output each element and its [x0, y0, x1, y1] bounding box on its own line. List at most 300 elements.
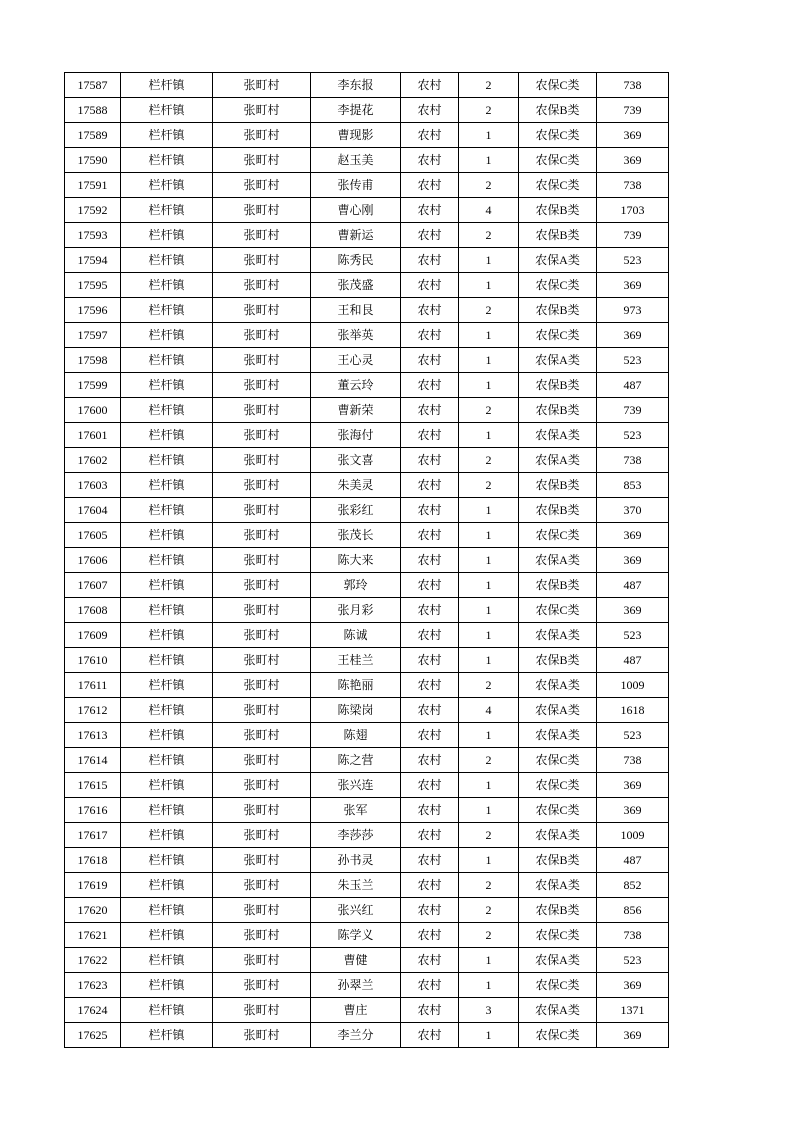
- cell-village: 张町村: [213, 248, 311, 273]
- cell-town: 栏杆镇: [121, 473, 213, 498]
- cell-count: 1: [459, 498, 519, 523]
- cell-category: 农保C类: [519, 148, 597, 173]
- cell-town: 栏杆镇: [121, 848, 213, 873]
- cell-category: 农保A类: [519, 423, 597, 448]
- cell-count: 4: [459, 198, 519, 223]
- cell-name: 李东报: [311, 73, 401, 98]
- table-row: [65, 998, 669, 1023]
- cell-name: 王桂兰: [311, 648, 401, 673]
- cell-village: 张町村: [213, 373, 311, 398]
- cell-town: 栏杆镇: [121, 423, 213, 448]
- cell-town: 栏杆镇: [121, 798, 213, 823]
- cell-village: 张町村: [213, 73, 311, 98]
- table-row: [65, 198, 669, 223]
- cell-amount: 856: [597, 898, 669, 923]
- cell-category: 农保C类: [519, 598, 597, 623]
- cell-name: 李提花: [311, 98, 401, 123]
- cell-amount: 1009: [597, 673, 669, 698]
- cell-count: 1: [459, 648, 519, 673]
- cell-village: 张町村: [213, 348, 311, 373]
- cell-amount: 523: [597, 948, 669, 973]
- cell-amount: 523: [597, 248, 669, 273]
- cell-count: 2: [459, 98, 519, 123]
- cell-category: 农保C类: [519, 73, 597, 98]
- cell-name: 张茂盛: [311, 273, 401, 298]
- table-row: [65, 923, 669, 948]
- cell-residence: 农村: [401, 248, 459, 273]
- cell-count: 2: [459, 223, 519, 248]
- cell-town: 栏杆镇: [121, 198, 213, 223]
- cell-id: 17609: [65, 623, 121, 648]
- cell-amount: 523: [597, 723, 669, 748]
- cell-village: 张町村: [213, 448, 311, 473]
- table-row: [65, 673, 669, 698]
- cell-id: 17602: [65, 448, 121, 473]
- cell-amount: 487: [597, 848, 669, 873]
- cell-village: 张町村: [213, 698, 311, 723]
- cell-village: 张町村: [213, 473, 311, 498]
- cell-name: 孙翠兰: [311, 973, 401, 998]
- cell-amount: 369: [597, 973, 669, 998]
- cell-id: 17616: [65, 798, 121, 823]
- table-body: [65, 73, 669, 1048]
- cell-category: 农保B类: [519, 848, 597, 873]
- cell-id: 17595: [65, 273, 121, 298]
- cell-category: 农保C类: [519, 523, 597, 548]
- cell-name: 张彩红: [311, 498, 401, 523]
- cell-id: 17591: [65, 173, 121, 198]
- cell-category: 农保C类: [519, 798, 597, 823]
- cell-residence: 农村: [401, 723, 459, 748]
- cell-residence: 农村: [401, 198, 459, 223]
- cell-count: 1: [459, 323, 519, 348]
- cell-residence: 农村: [401, 98, 459, 123]
- cell-id: 17615: [65, 773, 121, 798]
- cell-town: 栏杆镇: [121, 623, 213, 648]
- cell-residence: 农村: [401, 948, 459, 973]
- table-row: [65, 298, 669, 323]
- table-row: [65, 473, 669, 498]
- cell-id: 17622: [65, 948, 121, 973]
- cell-id: 17608: [65, 598, 121, 623]
- cell-count: 2: [459, 73, 519, 98]
- cell-amount: 739: [597, 98, 669, 123]
- cell-village: 张町村: [213, 923, 311, 948]
- cell-count: 2: [459, 748, 519, 773]
- cell-residence: 农村: [401, 473, 459, 498]
- cell-count: 2: [459, 898, 519, 923]
- cell-name: 曹新荣: [311, 398, 401, 423]
- cell-village: 张町村: [213, 998, 311, 1023]
- cell-town: 栏杆镇: [121, 898, 213, 923]
- cell-id: 17587: [65, 73, 121, 98]
- cell-category: 农保C类: [519, 123, 597, 148]
- cell-residence: 农村: [401, 523, 459, 548]
- cell-residence: 农村: [401, 223, 459, 248]
- cell-count: 1: [459, 798, 519, 823]
- cell-name: 张军: [311, 798, 401, 823]
- cell-id: 17605: [65, 523, 121, 548]
- cell-town: 栏杆镇: [121, 998, 213, 1023]
- table-row: [65, 698, 669, 723]
- cell-town: 栏杆镇: [121, 648, 213, 673]
- cell-residence: 农村: [401, 348, 459, 373]
- cell-residence: 农村: [401, 698, 459, 723]
- cell-village: 张町村: [213, 848, 311, 873]
- cell-count: 1: [459, 973, 519, 998]
- cell-town: 栏杆镇: [121, 73, 213, 98]
- cell-category: 农保A类: [519, 723, 597, 748]
- table-row: [65, 548, 669, 573]
- cell-id: 17603: [65, 473, 121, 498]
- cell-category: 农保B类: [519, 373, 597, 398]
- cell-category: 农保B类: [519, 398, 597, 423]
- cell-amount: 369: [597, 548, 669, 573]
- benefit-table: [64, 72, 669, 1048]
- cell-village: 张町村: [213, 98, 311, 123]
- cell-town: 栏杆镇: [121, 1023, 213, 1048]
- cell-count: 1: [459, 623, 519, 648]
- table-row: [65, 573, 669, 598]
- table-row: [65, 448, 669, 473]
- cell-residence: 农村: [401, 173, 459, 198]
- cell-name: 王心灵: [311, 348, 401, 373]
- cell-id: 17588: [65, 98, 121, 123]
- table-row: [65, 498, 669, 523]
- cell-town: 栏杆镇: [121, 748, 213, 773]
- table-row: [65, 873, 669, 898]
- cell-count: 4: [459, 698, 519, 723]
- cell-count: 1: [459, 523, 519, 548]
- cell-id: 17614: [65, 748, 121, 773]
- cell-id: 17623: [65, 973, 121, 998]
- cell-amount: 1009: [597, 823, 669, 848]
- cell-village: 张町村: [213, 598, 311, 623]
- cell-category: 农保A类: [519, 823, 597, 848]
- cell-name: 李莎莎: [311, 823, 401, 848]
- cell-id: 17610: [65, 648, 121, 673]
- cell-town: 栏杆镇: [121, 223, 213, 248]
- cell-count: 1: [459, 948, 519, 973]
- cell-count: 1: [459, 848, 519, 873]
- cell-id: 17619: [65, 873, 121, 898]
- cell-village: 张町村: [213, 198, 311, 223]
- cell-village: 张町村: [213, 673, 311, 698]
- cell-category: 农保B类: [519, 898, 597, 923]
- cell-town: 栏杆镇: [121, 173, 213, 198]
- cell-town: 栏杆镇: [121, 973, 213, 998]
- cell-name: 陈梁岗: [311, 698, 401, 723]
- cell-name: 李兰分: [311, 1023, 401, 1048]
- cell-count: 1: [459, 548, 519, 573]
- cell-category: 农保C类: [519, 1023, 597, 1048]
- cell-residence: 农村: [401, 973, 459, 998]
- cell-town: 栏杆镇: [121, 873, 213, 898]
- cell-id: 17590: [65, 148, 121, 173]
- cell-village: 张町村: [213, 573, 311, 598]
- cell-count: 1: [459, 723, 519, 748]
- table-row: [65, 898, 669, 923]
- table-row: [65, 148, 669, 173]
- cell-village: 张町村: [213, 273, 311, 298]
- cell-amount: 852: [597, 873, 669, 898]
- cell-amount: 1618: [597, 698, 669, 723]
- cell-name: 陈学义: [311, 923, 401, 948]
- cell-category: 农保A类: [519, 248, 597, 273]
- cell-amount: 369: [597, 323, 669, 348]
- cell-name: 陈艳丽: [311, 673, 401, 698]
- cell-id: 17600: [65, 398, 121, 423]
- cell-town: 栏杆镇: [121, 148, 213, 173]
- cell-town: 栏杆镇: [121, 773, 213, 798]
- cell-name: 朱美灵: [311, 473, 401, 498]
- cell-amount: 523: [597, 348, 669, 373]
- cell-id: 17611: [65, 673, 121, 698]
- cell-residence: 农村: [401, 1023, 459, 1048]
- cell-amount: 369: [597, 773, 669, 798]
- cell-town: 栏杆镇: [121, 248, 213, 273]
- cell-count: 1: [459, 248, 519, 273]
- cell-town: 栏杆镇: [121, 498, 213, 523]
- cell-town: 栏杆镇: [121, 598, 213, 623]
- cell-residence: 农村: [401, 998, 459, 1023]
- cell-amount: 739: [597, 223, 669, 248]
- cell-count: 2: [459, 473, 519, 498]
- cell-village: 张町村: [213, 398, 311, 423]
- cell-amount: 370: [597, 498, 669, 523]
- cell-id: 17613: [65, 723, 121, 748]
- cell-amount: 487: [597, 373, 669, 398]
- cell-amount: 739: [597, 398, 669, 423]
- cell-residence: 农村: [401, 423, 459, 448]
- cell-name: 曹现影: [311, 123, 401, 148]
- cell-name: 董云玲: [311, 373, 401, 398]
- cell-residence: 农村: [401, 648, 459, 673]
- cell-category: 农保B类: [519, 498, 597, 523]
- cell-residence: 农村: [401, 448, 459, 473]
- table-row: [65, 648, 669, 673]
- cell-residence: 农村: [401, 373, 459, 398]
- cell-id: 17594: [65, 248, 121, 273]
- cell-town: 栏杆镇: [121, 948, 213, 973]
- cell-village: 张町村: [213, 623, 311, 648]
- cell-category: 农保C类: [519, 748, 597, 773]
- cell-town: 栏杆镇: [121, 673, 213, 698]
- cell-count: 2: [459, 923, 519, 948]
- table-row: [65, 948, 669, 973]
- table-row: [65, 598, 669, 623]
- cell-residence: 农村: [401, 623, 459, 648]
- cell-id: 17624: [65, 998, 121, 1023]
- table-row: [65, 323, 669, 348]
- cell-village: 张町村: [213, 898, 311, 923]
- cell-amount: 369: [597, 1023, 669, 1048]
- cell-amount: 738: [597, 73, 669, 98]
- cell-count: 1: [459, 1023, 519, 1048]
- cell-town: 栏杆镇: [121, 373, 213, 398]
- cell-count: 1: [459, 273, 519, 298]
- cell-count: 1: [459, 573, 519, 598]
- cell-name: 朱玉兰: [311, 873, 401, 898]
- cell-residence: 农村: [401, 848, 459, 873]
- cell-name: 曹庄: [311, 998, 401, 1023]
- table-row: [65, 523, 669, 548]
- cell-id: 17597: [65, 323, 121, 348]
- cell-name: 曹健: [311, 948, 401, 973]
- cell-name: 陈秀民: [311, 248, 401, 273]
- table-row: [65, 748, 669, 773]
- table-row: [65, 823, 669, 848]
- cell-name: 张举英: [311, 323, 401, 348]
- cell-name: 张茂长: [311, 523, 401, 548]
- cell-amount: 523: [597, 423, 669, 448]
- table-row: [65, 623, 669, 648]
- cell-id: 17620: [65, 898, 121, 923]
- cell-name: 张月彩: [311, 598, 401, 623]
- cell-category: 农保B类: [519, 298, 597, 323]
- cell-count: 1: [459, 773, 519, 798]
- cell-amount: 369: [597, 798, 669, 823]
- cell-category: 农保C类: [519, 773, 597, 798]
- table-row: [65, 373, 669, 398]
- cell-category: 农保A类: [519, 548, 597, 573]
- table-row: [65, 1023, 669, 1048]
- cell-town: 栏杆镇: [121, 923, 213, 948]
- cell-village: 张町村: [213, 173, 311, 198]
- cell-amount: 1703: [597, 198, 669, 223]
- cell-residence: 农村: [401, 548, 459, 573]
- cell-name: 郭玲: [311, 573, 401, 598]
- cell-name: 孙书灵: [311, 848, 401, 873]
- cell-name: 曹心刚: [311, 198, 401, 223]
- cell-count: 2: [459, 173, 519, 198]
- cell-count: 3: [459, 998, 519, 1023]
- cell-amount: 738: [597, 748, 669, 773]
- cell-id: 17599: [65, 373, 121, 398]
- cell-village: 张町村: [213, 648, 311, 673]
- cell-name: 张兴红: [311, 898, 401, 923]
- cell-town: 栏杆镇: [121, 98, 213, 123]
- cell-count: 2: [459, 448, 519, 473]
- cell-residence: 农村: [401, 148, 459, 173]
- cell-count: 2: [459, 298, 519, 323]
- cell-category: 农保A类: [519, 673, 597, 698]
- table-row: [65, 98, 669, 123]
- cell-count: 1: [459, 148, 519, 173]
- cell-town: 栏杆镇: [121, 698, 213, 723]
- cell-id: 17618: [65, 848, 121, 873]
- table-row: [65, 723, 669, 748]
- cell-id: 17607: [65, 573, 121, 598]
- cell-amount: 738: [597, 173, 669, 198]
- cell-category: 农保A类: [519, 873, 597, 898]
- table-row: [65, 798, 669, 823]
- cell-village: 张町村: [213, 323, 311, 348]
- cell-category: 农保B类: [519, 573, 597, 598]
- cell-village: 张町村: [213, 148, 311, 173]
- cell-village: 张町村: [213, 423, 311, 448]
- cell-village: 张町村: [213, 223, 311, 248]
- cell-amount: 369: [597, 273, 669, 298]
- table-row: [65, 973, 669, 998]
- cell-residence: 农村: [401, 898, 459, 923]
- cell-id: 17625: [65, 1023, 121, 1048]
- cell-residence: 农村: [401, 598, 459, 623]
- cell-residence: 农村: [401, 298, 459, 323]
- cell-village: 张町村: [213, 973, 311, 998]
- table-row: [65, 248, 669, 273]
- cell-name: 王和艮: [311, 298, 401, 323]
- cell-village: 张町村: [213, 723, 311, 748]
- cell-category: 农保C类: [519, 323, 597, 348]
- cell-id: 17604: [65, 498, 121, 523]
- cell-count: 2: [459, 823, 519, 848]
- cell-name: 张兴连: [311, 773, 401, 798]
- cell-amount: 369: [597, 148, 669, 173]
- cell-village: 张町村: [213, 298, 311, 323]
- cell-town: 栏杆镇: [121, 298, 213, 323]
- table-row: [65, 123, 669, 148]
- table-row: [65, 273, 669, 298]
- cell-category: 农保A类: [519, 948, 597, 973]
- cell-id: 17589: [65, 123, 121, 148]
- table-row: [65, 173, 669, 198]
- cell-town: 栏杆镇: [121, 548, 213, 573]
- cell-id: 17601: [65, 423, 121, 448]
- cell-category: 农保C类: [519, 923, 597, 948]
- cell-count: 2: [459, 398, 519, 423]
- table-row: [65, 73, 669, 98]
- cell-category: 农保B类: [519, 223, 597, 248]
- cell-id: 17612: [65, 698, 121, 723]
- cell-village: 张町村: [213, 948, 311, 973]
- cell-residence: 农村: [401, 323, 459, 348]
- cell-residence: 农村: [401, 798, 459, 823]
- cell-residence: 农村: [401, 673, 459, 698]
- cell-village: 张町村: [213, 773, 311, 798]
- cell-village: 张町村: [213, 123, 311, 148]
- cell-name: 陈之营: [311, 748, 401, 773]
- cell-amount: 523: [597, 623, 669, 648]
- cell-id: 17593: [65, 223, 121, 248]
- cell-id: 17621: [65, 923, 121, 948]
- cell-residence: 农村: [401, 273, 459, 298]
- cell-amount: 369: [597, 123, 669, 148]
- cell-village: 张町村: [213, 823, 311, 848]
- cell-amount: 369: [597, 598, 669, 623]
- cell-town: 栏杆镇: [121, 523, 213, 548]
- cell-name: 张传甫: [311, 173, 401, 198]
- cell-amount: 738: [597, 923, 669, 948]
- cell-town: 栏杆镇: [121, 823, 213, 848]
- cell-name: 张文喜: [311, 448, 401, 473]
- cell-name: 陈大来: [311, 548, 401, 573]
- table-row: [65, 423, 669, 448]
- cell-residence: 农村: [401, 773, 459, 798]
- cell-id: 17596: [65, 298, 121, 323]
- cell-amount: 1371: [597, 998, 669, 1023]
- table-row: [65, 773, 669, 798]
- cell-category: 农保A类: [519, 448, 597, 473]
- cell-town: 栏杆镇: [121, 323, 213, 348]
- cell-amount: 487: [597, 648, 669, 673]
- cell-residence: 农村: [401, 73, 459, 98]
- table-row: [65, 348, 669, 373]
- cell-village: 张町村: [213, 548, 311, 573]
- cell-category: 农保B类: [519, 98, 597, 123]
- cell-name: 曹新运: [311, 223, 401, 248]
- cell-residence: 农村: [401, 573, 459, 598]
